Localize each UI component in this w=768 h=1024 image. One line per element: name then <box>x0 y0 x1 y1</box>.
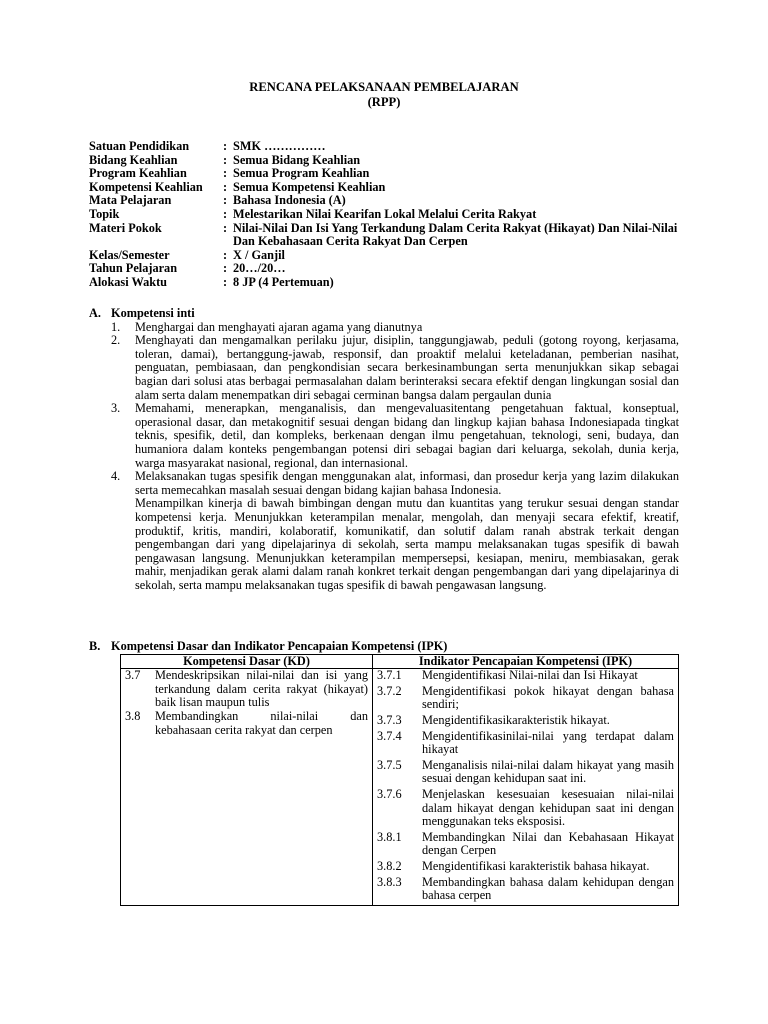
meta-label: Satuan Pendidikan <box>89 139 190 153</box>
ipk-item <box>377 714 674 728</box>
kd-number: 3.7 <box>125 668 141 683</box>
title-line-1: RENCANA PELAKSANAAN PEMBELAJARAN <box>249 80 519 94</box>
identity-block <box>89 140 689 290</box>
meta-value: SMK …………… <box>233 139 326 153</box>
list-text: Memahami, menerapkan, menganalisis, dan mengevaluasitentang pengetahuan faktual, konseptual, operasional dasar, dan metakognitif sesuai dengan bidang dan lingkup kajian bahasa Indonesiapada tingkat teknis, spesifik, detil, dan kompleks, berkenaan dengan ilmu pengetahuan, teknologi, seni, budaya, dan humaniora dalam konteks pengembangan potensi diri sebagai bagian dari keluarga, sekolah, dunia kerja, warga masyarakat nasional, regional, dan internasional. <box>135 401 679 470</box>
ki-list <box>89 321 679 593</box>
kd-number: 3.8 <box>125 708 141 723</box>
list-item <box>89 321 679 335</box>
kd-ipk-table <box>120 654 679 906</box>
ipk-item <box>377 685 674 712</box>
list-item <box>89 470 679 497</box>
list-text: Melaksanakan tugas spesifik dengan menggunakan alat, informasi, dan prosedur kerja yang lazim dilakukan serta memecahkan masalah sesuai dengan bidang kajian bahasa Indonesia. <box>135 469 679 497</box>
ipk-item <box>377 759 674 786</box>
meta-value: Nilai-Nilai Dan Isi Yang Terkandung Dalam Cerita Rakyat (Hikayat) Dan Nilai-Nilai Dan Kebahasaan Cerita Rakyat Dan Cerpen <box>233 220 678 249</box>
ipk-text: Menjelaskan kesesuaian kesesuaian nilai-nilai dalam hikayat dengan kehidupan saat ini dengan menggunakan teks eksposisi. <box>422 786 674 829</box>
meta-row: Tahun Pelajaran : 20…/20… <box>89 262 689 276</box>
meta-label: Tahun Pelajaran <box>89 261 178 276</box>
table-header-row <box>121 654 679 669</box>
ipk-number: 3.7.6 <box>377 786 402 801</box>
meta-row: Kelas/Semester : X / Ganjil <box>89 249 689 263</box>
title-line-2: (RPP) <box>367 95 401 109</box>
section-title: Kompetensi inti <box>111 306 195 320</box>
meta-label: Alokasi Waktu <box>89 274 168 289</box>
ipk-text: Mengidentifikasi Nilai-nilai dan Isi Hikayat <box>422 668 638 683</box>
list-text: Menghargai dan menghayati ajaran agama yang dianutnya <box>135 319 423 334</box>
ipk-number: 3.8.1 <box>377 829 402 844</box>
meta-row: Topik : Melestarikan Nilai Kearifan Lokal Melalui Cerita Rakyat <box>89 208 689 222</box>
meta-row: Materi Pokok : Nilai-Nilai Dan Isi Yang Terkandung Dalam Cerita Rakyat (Hikayat) Dan Nilai-Nilai Dan Kebahasaan Cerita Rakyat Dan Cerpen <box>89 222 689 249</box>
meta-row: Alokasi Waktu : 8 JP (4 Pertemuan) <box>89 276 689 290</box>
ipk-item <box>377 831 674 858</box>
list-number: 4. <box>111 469 121 484</box>
meta-label: Materi Pokok <box>89 220 162 235</box>
meta-label: Topik <box>89 206 120 221</box>
ipk-text: Mengidentifikasi pokok hikayat dengan bahasa sendiri; <box>422 683 674 712</box>
ipk-text: Mengidentifikasikarakteristik hikayat. <box>422 712 610 727</box>
ipk-text: Mengidentifikasi karakteristik bahasa hikayat. <box>422 858 650 873</box>
meta-row: Satuan Pendidikan : SMK …………… <box>89 140 689 154</box>
meta-value: Semua Bidang Keahlian <box>233 152 361 167</box>
meta-row: Mata Pelajaran : Bahasa Indonesia (A) <box>89 194 689 208</box>
ipk-item <box>377 669 674 683</box>
ipk-item <box>377 730 674 757</box>
section-kompetensi-inti <box>89 307 679 592</box>
kd-cell <box>121 669 373 906</box>
meta-value: Bahasa Indonesia (A) <box>233 193 346 208</box>
ipk-number: 3.7.3 <box>377 712 402 727</box>
meta-label: Mata Pelajaran <box>89 193 172 208</box>
ipk-number: 3.7.4 <box>377 728 402 743</box>
meta-row: Program Keahlian : Semua Program Keahlian <box>89 167 689 181</box>
document-title <box>0 80 768 110</box>
meta-row: Bidang Keahlian : Semua Bidang Keahlian <box>89 154 689 168</box>
ipk-number: 3.8.3 <box>377 874 402 889</box>
meta-label: Kelas/Semester <box>89 247 170 262</box>
list-number: 2. <box>111 333 121 348</box>
section-letter: B. <box>89 639 101 653</box>
list-item <box>89 402 679 470</box>
ipk-text: Membandingkan Nilai dan Kebahasaan Hikayat dengan Cerpen <box>422 829 674 858</box>
meta-value: Semua Kompetensi Keahlian <box>233 179 386 194</box>
meta-value: Semua Program Keahlian <box>233 166 370 181</box>
list-number: 1. <box>111 319 121 334</box>
ipk-number: 3.7.1 <box>377 668 402 683</box>
ipk-text: Mengidentifikasinilai-nilai yang terdapat dalam hikayat <box>422 728 674 757</box>
meta-label: Bidang Keahlian <box>89 152 178 167</box>
meta-label: Kompetensi Keahlian <box>89 179 203 194</box>
section-heading <box>89 307 679 321</box>
ipk-number: 3.7.5 <box>377 757 402 772</box>
ipk-item <box>377 860 674 874</box>
kd-item <box>125 669 368 710</box>
kd-item <box>125 710 368 737</box>
list-item <box>89 334 679 402</box>
section-heading <box>89 640 679 654</box>
ipk-text: Menganalisis nilai-nilai dalam hikayat yang masih sesuai dengan kehidupan saat ini. <box>422 757 674 786</box>
ipk-number: 3.7.2 <box>377 683 402 698</box>
ipk-item <box>377 788 674 829</box>
kd-text: Mendeskripsikan nilai-nilai dan isi yang terkandung dalam cerita rakyat (hikayat) baik lisan maupun tulis <box>155 668 368 710</box>
meta-value: 20…/20… <box>233 261 286 276</box>
ipk-item <box>377 876 674 903</box>
meta-label: Program Keahlian <box>89 166 187 181</box>
list-continuation: Menampilkan kinerja di bawah bimbingan dengan mutu dan kuantitas yang terukur sesuai dengan standar kompetensi kerja. Menunjukkan keterampilan menalar, mengolah, dan menyaji secara efektif, kreatif, produktif, kritis, mandiri, kolaboratif, komunikatif, dan solutif dalam ranah abstrak terkait dengan pengembangan dari yang dipelajarinya di sekolah, serta mampu melaksanakan tugas spesifik di bawah pengawasan langsung. Menunjukkan keterampilan mempersepsi, kesiapan, meniru, membiasakan, gerak mahir, menjadikan gerak alami dalam ranah konkret terkait dengan pengembangan dari yang dipelajarinya di sekolah, serta mampu melaksanakan tugas spesifik di bawah pengawasan langsung. <box>135 496 679 592</box>
meta-row: Kompetensi Keahlian : Semua Kompetensi Keahlian <box>89 181 689 195</box>
meta-value: Melestarikan Nilai Kearifan Lokal Melalui Cerita Rakyat <box>233 206 537 221</box>
section-letter: A. <box>89 306 101 320</box>
list-number: 3. <box>111 401 121 416</box>
meta-value: X / Ganjil <box>233 247 285 262</box>
section-title: Kompetensi Dasar dan Indikator Pencapaian Kompetensi (IPK) <box>111 639 448 653</box>
section-kd-ipk <box>89 640 679 906</box>
ipk-number: 3.8.2 <box>377 858 402 873</box>
kd-text: Membandingkan nilai-nilai dan kebahasaan cerita rakyat dan cerpen <box>155 708 368 737</box>
list-text: Menghayati dan mengamalkan perilaku jujur, disiplin, tanggungjawab, peduli (gotong royong, kerjasama, toleran, damai), bertanggung-jawab, responsif, dan proaktif melalui keteladanan, pemberian nasihat, penguatan, pembiasaan, dan pengkondisian secara berkesinambungan serta menunjukkan sikap sebagai bagian dari solusi atas berbagai permasalahan dalam berinteraksi secara efektif dengan lingkungan sosial dan alam serta dalam menempatkan diri sebagai cerminan bangsa dalam pergaulan dunia <box>135 333 679 402</box>
column-header-kd: Kompetensi Dasar (KD) <box>121 654 373 669</box>
ipk-text: Membandingkan bahasa dalam kehidupan dengan bahasa cerpen <box>422 874 674 903</box>
table-row <box>121 669 679 906</box>
column-header-ipk: Indikator Pencapaian Kompetensi (IPK) <box>373 654 679 669</box>
ipk-cell <box>373 669 679 906</box>
meta-value: 8 JP (4 Pertemuan) <box>233 274 334 289</box>
